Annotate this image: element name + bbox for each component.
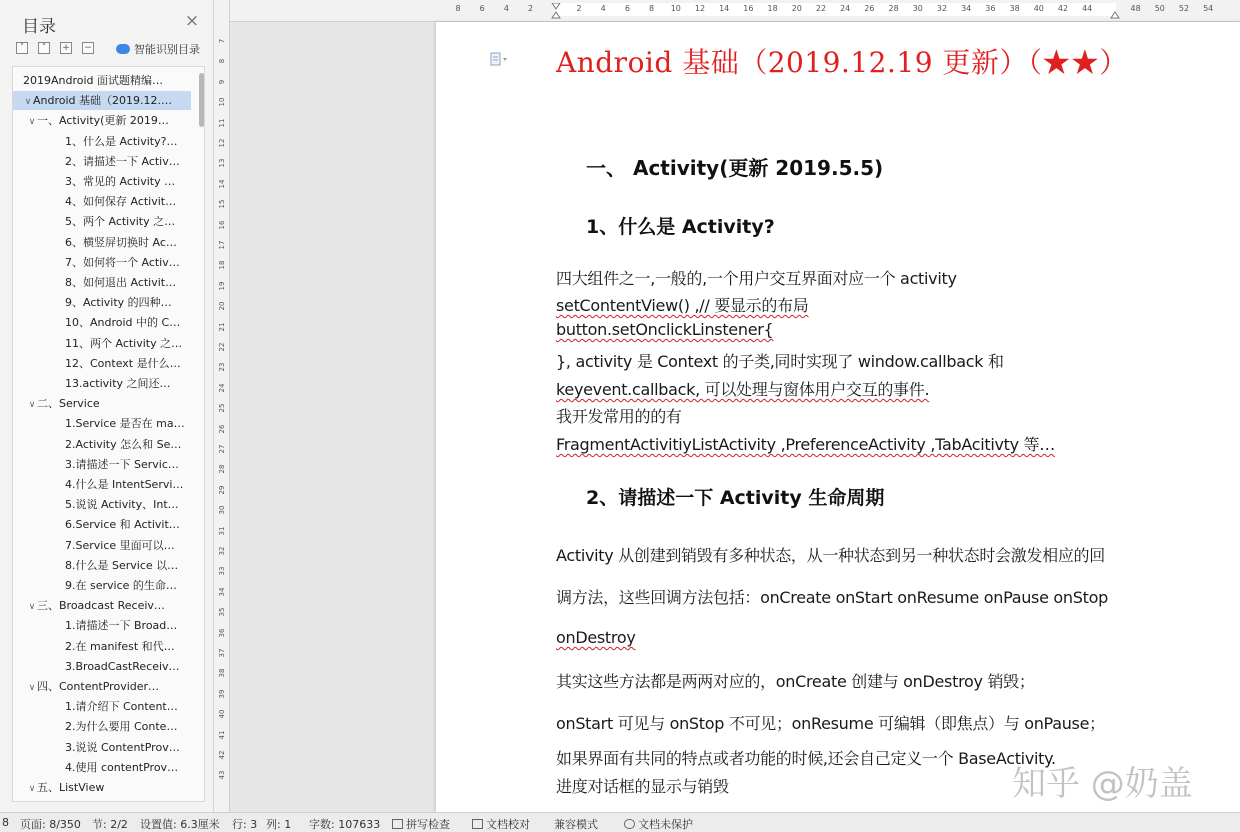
ruler-number: 8 — [455, 4, 461, 13]
ruler-number: 24 — [840, 4, 851, 13]
plus-icon[interactable]: + — [60, 42, 72, 54]
paragraph-line: 进度对话框的显示与销毁 — [556, 777, 729, 796]
ruler-number: 12 — [694, 4, 706, 13]
ruler-number: 24 — [218, 383, 226, 393]
ruler-number: 21 — [218, 322, 226, 332]
toc-toolbar — [16, 42, 211, 58]
chevron-down-icon[interactable]: ∨ — [24, 97, 32, 108]
ruler-number: 10 — [670, 4, 681, 13]
ruler-number: 36 — [985, 4, 996, 13]
ruler-number: 48 — [1130, 4, 1141, 13]
ruler-number: 6 — [624, 4, 630, 13]
ruler-number: 12 — [218, 138, 226, 148]
paragraph-line: Activity 从创建到销毁有多种状态，从一种状态到另一种状态时会激发相应的回 — [556, 546, 1105, 565]
ruler-number: 2 — [528, 4, 534, 13]
ruler-number: 16 — [743, 4, 754, 13]
ruler-number: 44 — [1082, 4, 1093, 13]
toc-item[interactable] — [13, 738, 191, 757]
vertical-ruler[interactable] — [214, 0, 230, 812]
toc-item[interactable] — [13, 132, 191, 151]
heading-what-is-activity: 1、什么是 Activity? — [586, 216, 775, 238]
ruler-number: 36 — [218, 628, 226, 638]
toc-item[interactable] — [13, 212, 191, 231]
ruler-number: 28 — [888, 4, 899, 13]
toc-item[interactable] — [13, 495, 191, 514]
toc-item-label: 四、ContentProvider… — [37, 680, 160, 693]
toc-item[interactable] — [13, 293, 191, 312]
toc-item-label: 二、Service — [37, 397, 100, 411]
status-bar — [0, 812, 1240, 832]
toc-item[interactable] — [13, 152, 191, 171]
toc-item[interactable] — [13, 657, 191, 676]
up-icon[interactable]: ˄ — [38, 42, 50, 54]
proofread-button[interactable] — [472, 816, 530, 832]
toc-item-label: 9.在 service 的生命… — [65, 579, 177, 592]
toc-item-label: 1.请描述一下 Broad… — [65, 619, 178, 633]
toc-item-label: 3.说说 ContentProv… — [65, 740, 180, 754]
ruler-number: 39 — [218, 689, 226, 699]
toc-item[interactable] — [13, 596, 191, 615]
toc-item-label: 13.activity 之间还… — [65, 377, 171, 390]
status-word-count[interactable]: 字数: 107633 — [309, 818, 381, 831]
toc-item-label: 1.Service 是否在 ma… — [65, 417, 185, 431]
ruler-number: 6 — [479, 4, 485, 13]
smart-toc-label: 智能识别目录 — [134, 43, 200, 56]
ruler-number: 27 — [218, 444, 226, 454]
toc-item-label: 2019Android 面试题精编… — [23, 74, 164, 87]
ruler-number: 10 — [218, 97, 226, 107]
ruler-number: 38 — [218, 668, 226, 678]
ruler-number: 32 — [218, 546, 226, 556]
toc-item[interactable] — [13, 455, 191, 474]
paragraph-line: FragmentActivitiyListActivity ,PreferenceActivity ,TabAcitivty 等… — [556, 435, 1055, 454]
collapse-icon[interactable]: ˅ — [16, 42, 28, 54]
toc-item[interactable] — [13, 697, 191, 716]
minus-icon[interactable]: − — [82, 42, 94, 54]
ruler-number: 26 — [864, 4, 875, 13]
toc-item-label: 一、Activity(更新 2019… — [37, 114, 169, 128]
toc-item[interactable] — [13, 233, 191, 252]
proofread-icon — [472, 819, 483, 829]
ruler-number: 32 — [936, 4, 948, 13]
smart-toc-button[interactable] — [116, 41, 200, 57]
toc-item[interactable] — [13, 354, 191, 373]
toc-panel — [0, 0, 214, 812]
paragraph-line: 如果界面有共同的特点或者功能的时候,还会自己定义一个 BaseActivity. — [556, 749, 1056, 768]
toc-item[interactable] — [13, 71, 191, 90]
toc-item[interactable] — [13, 253, 191, 272]
ruler-number: 9 — [218, 79, 226, 85]
toc-item-label: 6.Service 和 Activit… — [65, 518, 180, 532]
toc-item[interactable] — [13, 192, 191, 211]
ruler-number: 13 — [218, 158, 226, 168]
toc-item-label: 2.Activity 怎么和 Se… — [65, 437, 182, 451]
toc-item-label: 1、什么是 Activity?… — [65, 134, 178, 148]
paragraph-line: 调方法，这些回调方法包括：onCreate onStart onResume onPause onStop — [556, 588, 1108, 607]
status-section: 节: 2/2 — [92, 818, 128, 831]
chevron-down-icon[interactable]: ∨ — [28, 784, 36, 794]
toc-item-label: 9、Activity 的四种… — [65, 296, 172, 310]
status-col: 列: 1 — [266, 818, 292, 831]
toc-item-label: 五、ListView — [37, 781, 105, 794]
toc-item-label: 三、Broadcast Receiv… — [37, 599, 165, 613]
toc-item-label: 10、Android 中的 C… — [65, 316, 181, 330]
ruler-number: 43 — [218, 770, 226, 780]
toc-item[interactable] — [13, 677, 191, 696]
ruler-number: 22 — [815, 4, 827, 13]
toc-item[interactable] — [13, 616, 191, 635]
paragraph-line: 其实这些方法都是两两对应的，onCreate 创建与 onDestroy 销毁； — [556, 672, 1035, 691]
paragraph-line: onDestroy — [556, 628, 636, 647]
ruler-number: 14 — [719, 4, 730, 13]
paragraph-line: onStart 可见与 onStop 不可见；onResume 可编辑（即焦点）与 onPause； — [556, 714, 1105, 733]
ruler-number: 4 — [503, 4, 509, 13]
ruler-number: 8 — [218, 59, 226, 64]
spell-check-button[interactable] — [392, 816, 450, 832]
ruler-number: 50 — [1154, 4, 1165, 13]
toc-item[interactable] — [13, 91, 191, 110]
toc-item[interactable] — [13, 334, 191, 353]
toc-item[interactable] — [13, 637, 191, 656]
toc-item[interactable] — [13, 556, 191, 575]
ruler-number: 31 — [218, 526, 226, 536]
chevron-down-icon[interactable]: ∨ — [28, 117, 36, 128]
toc-item[interactable] — [13, 475, 191, 494]
chevron-down-icon[interactable]: ∨ — [28, 400, 36, 411]
toc-title: 目录 — [22, 17, 56, 37]
toc-item[interactable] — [13, 435, 191, 454]
ruler-number: 14 — [218, 179, 226, 189]
ruler-number: 26 — [218, 424, 226, 434]
toc-item-label: 2.为什么要用 Conte… — [65, 720, 178, 734]
toc-scrollbar[interactable] — [199, 73, 204, 127]
paragraph-line: 我开发常用的的有 — [556, 407, 682, 426]
shield-icon — [624, 819, 635, 829]
toc-item-label: 6、横竖屏切换时 Ac… — [65, 235, 177, 249]
ruler-number: 8 — [649, 4, 655, 13]
ruler-number: 7 — [218, 38, 226, 44]
ruler-number: 4 — [600, 4, 606, 13]
toc-list — [12, 66, 205, 802]
toc-item-label: 2.在 manifest 和代… — [65, 639, 175, 653]
status-page[interactable]: 页面: 8/350 — [20, 818, 81, 831]
toc-header — [0, 0, 214, 40]
chevron-down-icon[interactable]: ∨ — [28, 602, 36, 613]
toc-item[interactable] — [13, 414, 191, 433]
toc-item-label: 4.什么是 IntentServi… — [65, 478, 184, 491]
ruler-number: 37 — [218, 648, 226, 658]
toc-item-label: 11、两个 Activity 之… — [65, 336, 183, 350]
toc-item[interactable] — [13, 515, 191, 534]
toc-item-label: 5.说说 Activity、Int… — [65, 498, 179, 512]
ruler-number: 25 — [218, 403, 226, 413]
toc-item-label: 7、如何将一个 Activ… — [65, 255, 180, 269]
toc-item-label: 7.Service 里面可以… — [65, 538, 175, 552]
heading-activity-lifecycle: 2、请描述一下 Activity 生命周期 — [586, 487, 885, 509]
toc-item[interactable] — [13, 717, 191, 736]
ruler-number: 38 — [1009, 4, 1020, 13]
ruler-number: 30 — [912, 4, 923, 13]
toc-item[interactable] — [13, 273, 191, 292]
status-setting: 设置值: 6.3厘米 — [140, 818, 220, 831]
paragraph-line: }, activity 是 Context 的子类,同时实现了 window.callback 和 — [556, 352, 1004, 371]
ruler-number: 20 — [791, 4, 802, 13]
document-title: Android 基础（2019.12.19 更新）（★★） — [556, 46, 1128, 79]
ruler-number: 33 — [218, 566, 226, 576]
toc-item[interactable] — [13, 313, 191, 332]
horizontal-ruler[interactable] — [230, 0, 1240, 22]
paragraph-line: setContentView() ,// 要显示的布局 — [556, 296, 809, 315]
protect-button[interactable] — [624, 816, 693, 832]
ruler-number: 23 — [218, 362, 226, 372]
toc-item[interactable] — [13, 374, 191, 393]
paragraph-line: keyevent.callback, 可以处理与窗体用户交互的事件. — [556, 380, 930, 399]
ruler-number: 42 — [1057, 4, 1069, 13]
heading-activity: 一、 Activity(更新 2019.5.5) — [586, 156, 884, 180]
toc-item-label: 12、Context 是什么… — [65, 356, 181, 370]
ruler-number: 29 — [218, 485, 226, 495]
toc-item-label: 8、如何退出 Activit… — [65, 276, 177, 289]
spell-check-icon — [392, 819, 403, 829]
ruler-number: 34 — [961, 4, 972, 13]
toc-item-label: 3.请描述一下 Servic… — [65, 457, 179, 471]
protect-label: 文档未保护 — [638, 818, 693, 831]
toc-item-label: 1.请介绍下 Content… — [65, 700, 178, 714]
document-menu-icon[interactable] — [490, 52, 508, 66]
toc-item[interactable] — [13, 576, 191, 595]
ruler-number: 11 — [218, 118, 226, 128]
toc-item-label: Android 基础（2019.12.… — [33, 94, 173, 108]
ruler-number: 40 — [218, 709, 226, 719]
document-page[interactable] — [436, 22, 1240, 812]
cloud-icon — [116, 44, 130, 54]
ruler-number: 20 — [218, 301, 226, 311]
toc-item-label: 8.什么是 Service 以… — [65, 558, 179, 572]
ruler-number: 28 — [218, 464, 226, 474]
ruler-number: 22 — [218, 342, 226, 352]
spell-check-label: 拼写检查 — [406, 818, 450, 831]
toc-item-label: 3、常见的 Activity … — [65, 175, 176, 188]
toc-item-label: 4.使用 contentProv… — [65, 760, 179, 774]
ruler-number: 54 — [1203, 4, 1214, 13]
toc-item[interactable] — [13, 536, 191, 555]
toc-item[interactable] — [13, 778, 191, 797]
ruler-number: 18 — [767, 4, 778, 13]
ruler-number: 19 — [218, 281, 226, 291]
compat-mode[interactable]: 兼容模式 — [554, 818, 598, 831]
status-page-prefix: 8 — [2, 816, 9, 829]
zhihu-watermark: 知乎 @奶盖 — [1012, 764, 1193, 804]
toc-item-label: 2、请描述一下 Activ… — [65, 154, 180, 168]
ruler-number: 17 — [218, 240, 226, 250]
ruler-number: 35 — [218, 607, 226, 617]
status-row: 行: 3 — [232, 818, 258, 831]
toc-item-label: 5、两个 Activity 之… — [65, 215, 176, 229]
toc-item[interactable] — [13, 111, 191, 130]
ruler-number: 18 — [218, 260, 226, 270]
ruler-number: 40 — [1033, 4, 1044, 13]
ruler-number: 30 — [218, 505, 226, 515]
ruler-number: 2 — [576, 4, 582, 13]
paragraph-line: 四大组件之一,一般的,一个用户交互界面对应一个 activity — [556, 269, 957, 288]
ruler-number: 34 — [218, 587, 226, 597]
chevron-down-icon[interactable]: ∨ — [28, 683, 36, 693]
ruler-number: 15 — [218, 199, 226, 209]
ruler-number: 41 — [218, 730, 226, 740]
toc-item-label: 4、如何保存 Activit… — [65, 195, 177, 209]
paragraph-line: button.setOnclickLinstener{ — [556, 320, 774, 339]
toc-item-label: 3.BroadCastReceiv… — [65, 659, 180, 673]
toc-item[interactable] — [13, 172, 191, 191]
close-icon[interactable]: × — [184, 11, 200, 31]
ruler-number: 16 — [218, 220, 226, 230]
proofread-label: 文档校对 — [486, 818, 530, 831]
ruler-number: 52 — [1178, 4, 1190, 13]
toc-item[interactable] — [13, 758, 191, 777]
right-indent-marker[interactable] — [1110, 3, 1120, 19]
left-indent-marker[interactable] — [551, 3, 561, 19]
ruler-number: 42 — [218, 750, 226, 760]
toc-item[interactable] — [13, 394, 191, 413]
